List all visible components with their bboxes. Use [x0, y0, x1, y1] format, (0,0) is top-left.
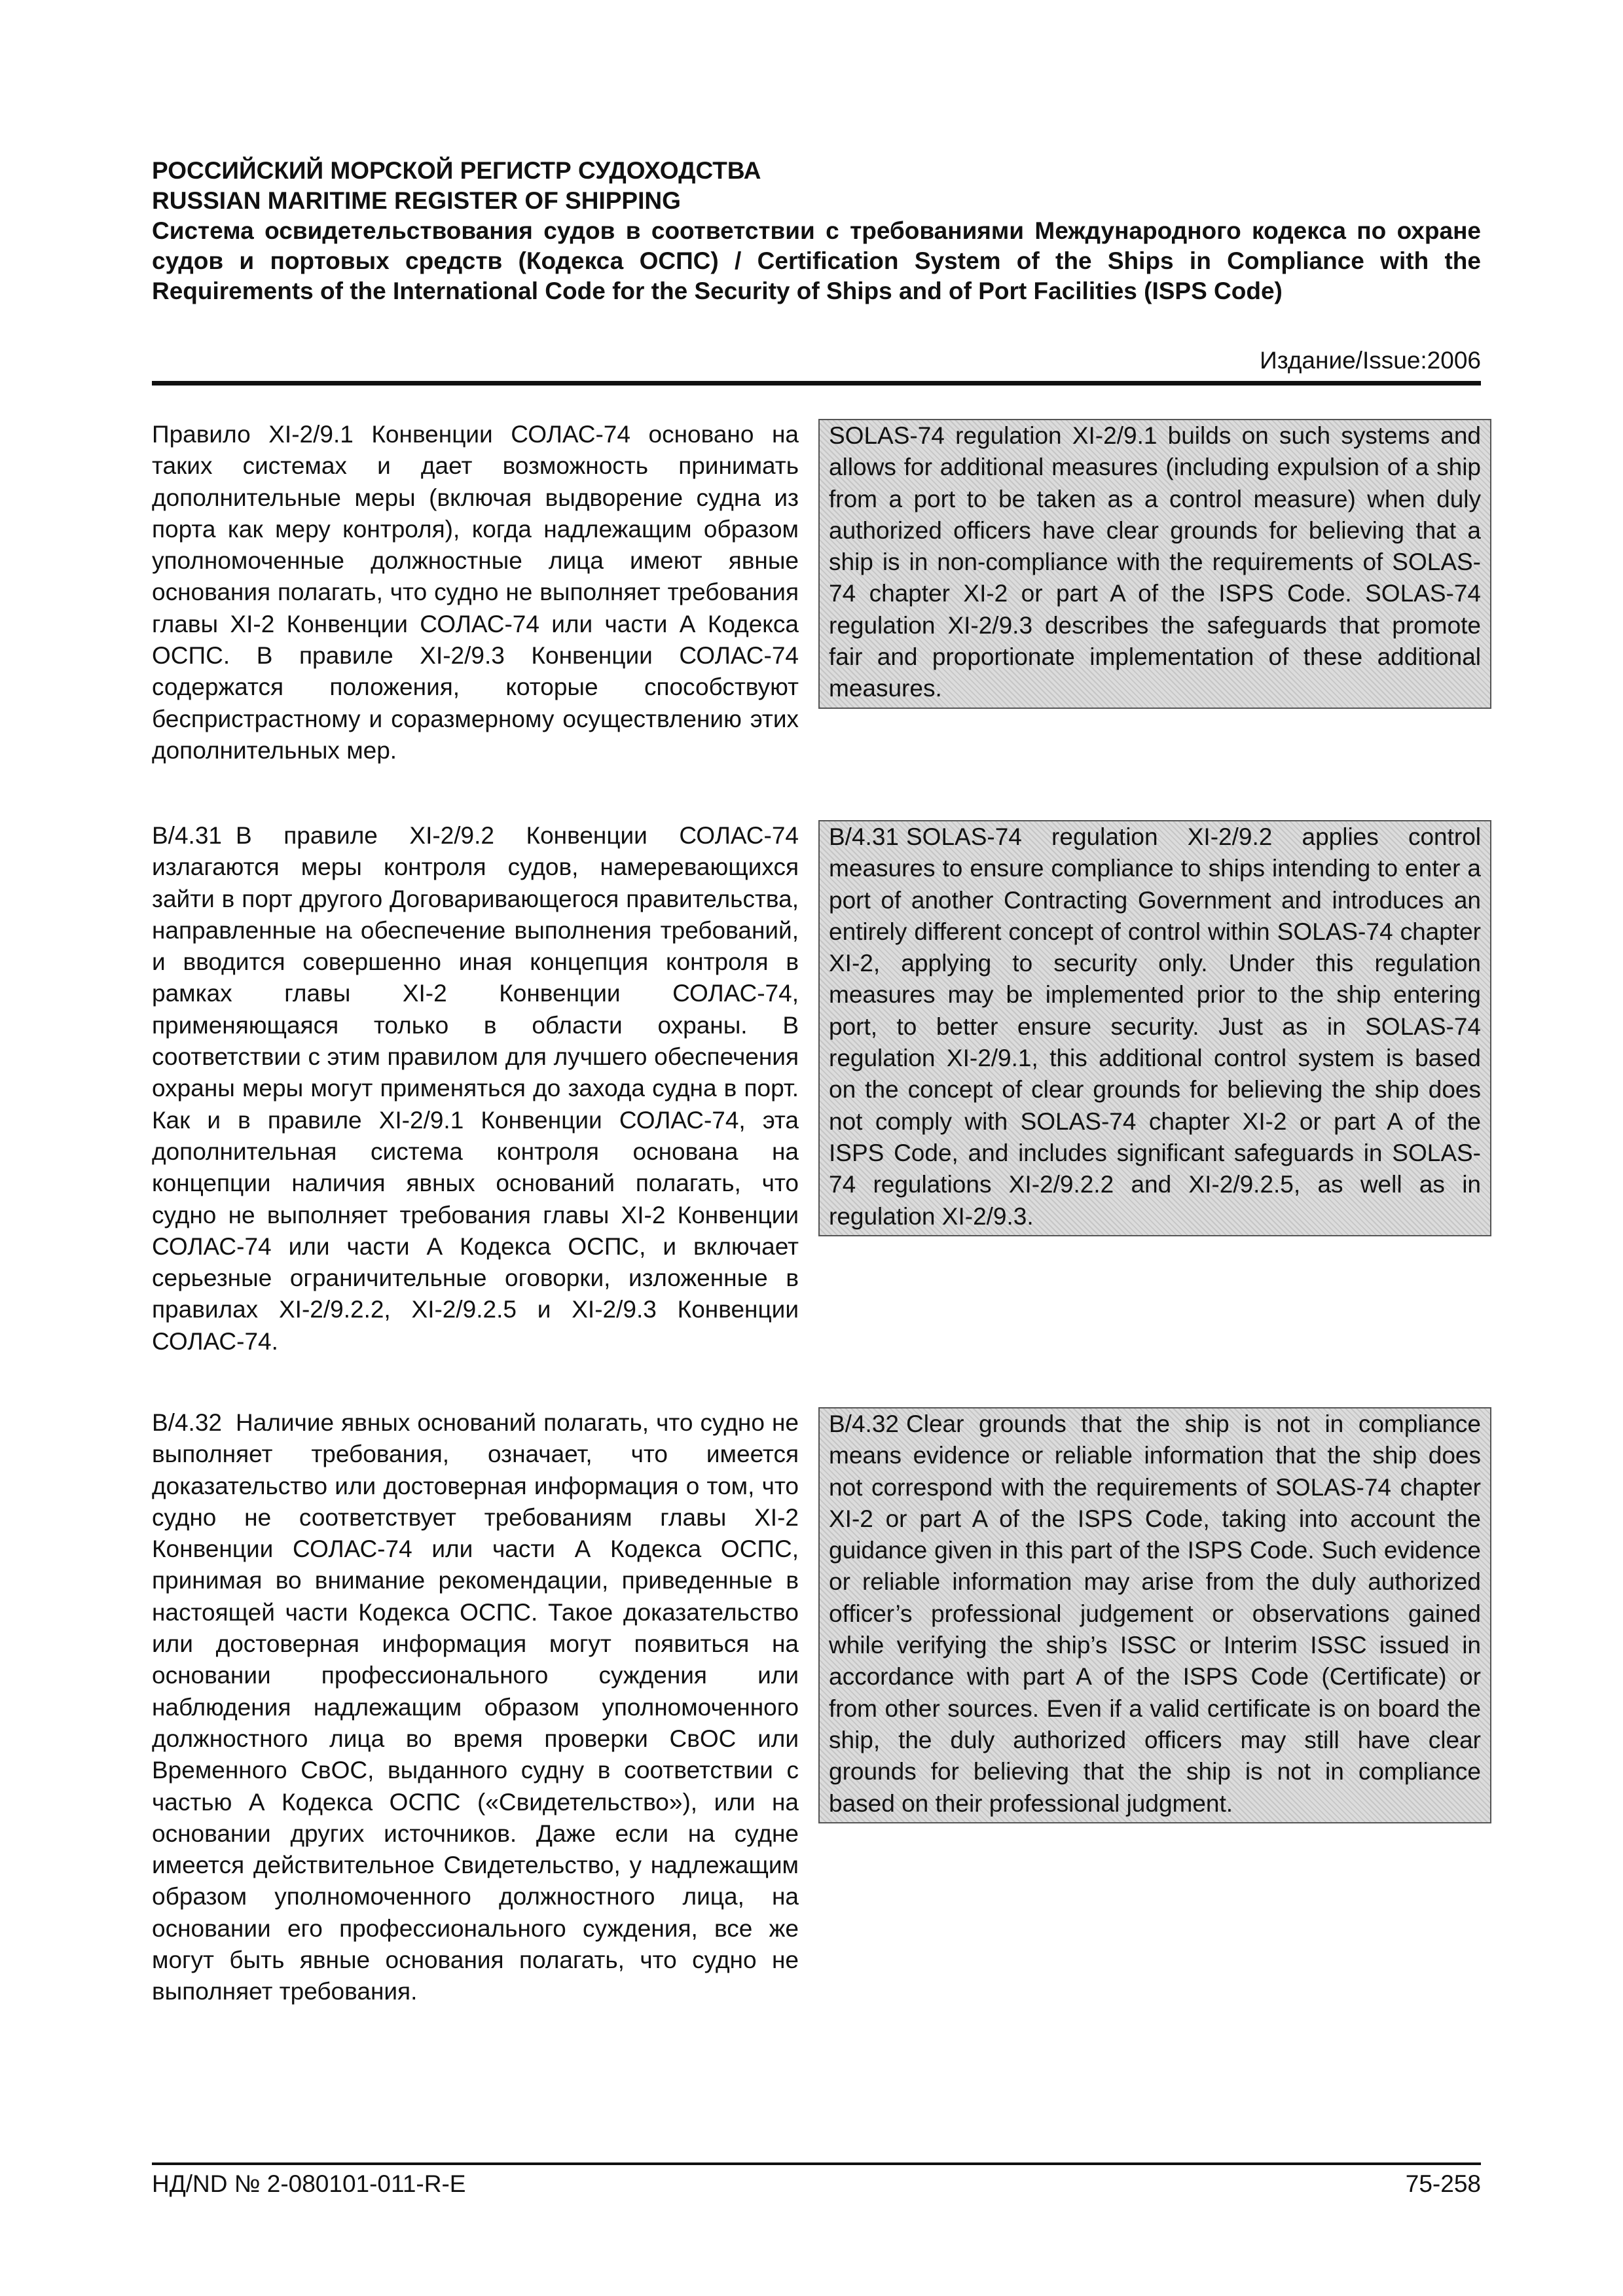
section-en-box: B/4.31 SOLAS-74 regulation XI-2/9.2 applies control measures to ensure compliance to ships intending to enter a port of another Contracting Government and introduces an entirely different concept of control within SOLAS-74 chapter XI-2, applying to security only. Under this regulation measures may be implemented prior to the ship entering port, to better ensure security. Just as in SOLAS-74 regulation XI-2/9.1, this additional control system is based on the concept of clear grounds for believing the ship does not comply with SOLAS-74 chapter XI-2 or part A of the ISPS Code, and includes significant safeguards in SOLAS-74 regulations XI-2/9.2.2 and XI-2/9.2.5, as well as in regulation XI-2/9.3.: [818, 820, 1491, 1236]
clause-number: B/4.31: [829, 823, 899, 850]
section-en-box: B/4.32 Clear grounds that the ship is not in compliance means evidence or reliable information that the ship does not correspond with the requirements of SOLAS-74 chapter XI-2 or part A of the ISPS Code, taking into account the guidance given in this part of the ISPS Code. Such evidence or reliable information may arise from the duly authorized officer’s professional judgement or observations gained while verifying the ship’s ISSC or Interim ISSC issued in accordance with part A of the ISPS Code (Certificate) or from other sources. Even if a valid certificate is on board the ship, the duly authorized officers may still have clear grounds for believing that the ship is not in compliance based on their professional judgment.: [818, 1407, 1491, 1823]
clause-number: B/4.32: [829, 1410, 899, 1437]
page-header: [152, 156, 1481, 374]
section-ru-text: Правило XI-2/9.1 Конвенции СОЛАС-74 основано на таких системах и дает возможность принимать дополнительные меры (включая выдворение судна из порта как меру контроля), когда надлежащим образом уполномоченные должностные лица имеют явные основания полагать, что судно не выполняет требования главы XI-2 Конвенции СОЛАС-74 или части А Кодекса ОСПС. В правиле XI-2/9.3 Конвенции СОЛАС-74 содержатся положения, которые способствуют беспристрастному и соразмерному осуществлению этих дополнительных мер.: [152, 421, 799, 764]
page-number: 75-258: [1405, 2170, 1481, 2197]
edition-label: Издание/Issue:2006: [1260, 347, 1481, 374]
organization-name-en: RUSSIAN MARITIME REGISTER OF SHIPPING: [152, 187, 681, 214]
header-divider: [152, 381, 1481, 386]
section-ru-text: B/4.31 В правиле XI-2/9.2 Конвенции СОЛАС-74 излагаются меры контроля судов, намеревающихся зайти в порт другого Договаривающегося правительства, направленные на обеспечение выполнения требований, и вводится совершенно иная концепция контроля в рамках главы XI-2 Конвенции СОЛАС-74, применяющаяся только в области охраны. В соответствии с этим правилом для лучшего обеспечения охраны меры могут применяться до захода судна в порт. Как и в правиле XI-2/9.1 Конвенции СОЛАС-74, эта дополнительная система контроля основана на концепции наличия явных оснований полагать, что судно не выполняет требования главы XI-2 Конвенции СОЛАС-74 или части А Кодекса ОСПС, и включает серьезные ограничительные оговорки, изложенные в правилах XI-2/9.2.2, XI-2/9.2.5 и XI-2/9.3 Конвенции СОЛАС-74.: [152, 820, 799, 1357]
footer-divider: [152, 2162, 1481, 2165]
document-number: НД/ND № 2-080101-011-R-E: [152, 2170, 466, 2197]
clause-number: B/4.32: [152, 1409, 222, 1436]
document-subtitle: Система освидетельствования судов в соответствии с требованиями Международного кодекса по охране судов и портовых средств (Кодекса ОСПС) / Certification System of the Ships in Compliance with the Requirements of the International Code for the Security of Ships and of Port Facilities (ISPS Code): [152, 217, 1481, 304]
section-ru-text: B/4.32 Наличие явных оснований полагать, что судно не выполняет требования, означает, что имеется доказательство или достоверная информация о том, что судно не соответствует требованиям главы XI-2 Конвенции СОЛАС-74 или части А Кодекса ОСПС, принимая во внимание рекомендации, приведенные в настоящей части Кодекса ОСПС. Такое доказательство или достоверная информация могут появиться на основании профессионального суждения или наблюдения надлежащим образом уполномоченного должностного лица во время проверки СвОС или Временного СвОС, выданного судну в соответствии с частью А Кодекса ОСПС («Свидетельство»), или на основании других источников. Даже если на судне имеется действительное Свидетельство, у надлежащим образом уполномоченного должностного лица, на основании его профессионального суждения, все же могут быть явные основания полагать, что судно не выполняет требования.: [152, 1407, 799, 2008]
organization-name-ru: РОССИЙСКИЙ МОРСКОЙ РЕГИСТР СУДОХОДСТВА: [152, 157, 761, 184]
section-en-box: SOLAS-74 regulation XI-2/9.1 builds on such systems and allows for additional measures (including expulsion of a ship from a port to be taken as a control measure) when duly authorized officers have clear grounds for believing that a ship is in non-compliance with the requirements of SOLAS-74 chapter XI-2 or part A of the ISPS Code. SOLAS-74 regulation XI-2/9.3 describes the safeguards that promote fair and proportionate implementation of these additional measures.: [818, 419, 1491, 709]
clause-number: B/4.31: [152, 822, 222, 849]
